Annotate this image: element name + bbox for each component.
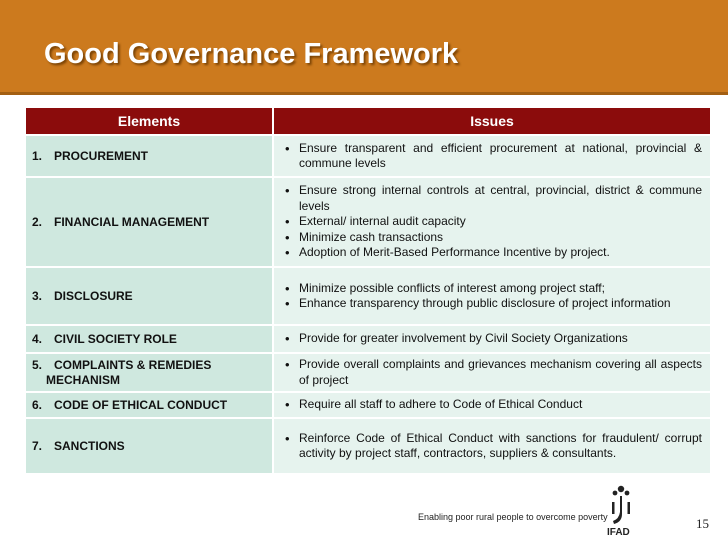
- element-number: 3.: [32, 288, 43, 303]
- header-elements: Elements: [25, 107, 273, 135]
- element-cell: [25, 267, 273, 325]
- element-number: 2.: [32, 214, 43, 229]
- table-header-row: [25, 107, 711, 135]
- issues-cell: [273, 177, 711, 267]
- issue-item: • Ensure strong internal controls at central, provincial, district & commune levels: [282, 183, 702, 214]
- issues-cell: [273, 267, 711, 325]
- footer-tagline: Enabling poor rural people to overcome poverty: [418, 512, 608, 522]
- element-number: 1.: [32, 148, 43, 163]
- issues-cell: [273, 353, 711, 392]
- title-divider: [0, 92, 728, 95]
- element-label-continued: MECHANISM: [46, 372, 120, 387]
- table-row: [25, 392, 711, 418]
- element-number: 4.: [32, 331, 43, 346]
- element-cell: [25, 353, 273, 392]
- issues-cell: [273, 392, 711, 418]
- page-number: 15: [696, 516, 709, 531]
- element-label: CIVIL SOCIETY ROLE: [54, 331, 177, 346]
- element-label: COMPLAINTS & REMEDIES: [54, 357, 212, 372]
- issue-item: • Reinforce Code of Ethical Conduct with sanctions for fraudulent/ corrupt activity by project staff, contractors, suppliers & consultants.: [282, 431, 702, 462]
- table-row: [25, 135, 711, 177]
- element-cell: [25, 418, 273, 474]
- element-number: 5.: [32, 357, 43, 372]
- element-label: PROCUREMENT: [54, 148, 149, 163]
- issue-item: • Minimize possible conflicts of interest among project staff;: [282, 281, 702, 297]
- element-label: FINANCIAL MANAGEMENT: [54, 214, 210, 229]
- slide-title: Good Governance Framework: [44, 38, 459, 70]
- issue-item: • Provide overall complaints and grievances mechanism covering all aspects of project: [282, 357, 702, 388]
- issue-item: • Minimize cash transactions: [282, 230, 702, 246]
- logo-text: IFAD: [607, 527, 630, 538]
- issue-item: • Require all staff to adhere to Code of Ethical Conduct: [282, 397, 702, 413]
- issue-item: • Ensure transparent and efficient procurement at national, provincial & commune levels: [282, 141, 702, 172]
- element-number: 6.: [32, 397, 43, 412]
- issue-item: • External/ internal audit capacity: [282, 214, 702, 230]
- element-cell: [25, 135, 273, 177]
- element-number: 7.: [32, 438, 43, 453]
- issues-cell: [273, 135, 711, 177]
- element-label: DISCLOSURE: [54, 288, 133, 303]
- issue-item: • Provide for greater involvement by Civil Society Organizations: [282, 331, 702, 347]
- element-cell: [25, 177, 273, 267]
- issue-item: • Enhance transparency through public disclosure of project information: [282, 296, 702, 312]
- issues-cell: [273, 325, 711, 353]
- element-cell: [25, 392, 273, 418]
- table-row: [25, 353, 711, 392]
- header-issues: Issues: [273, 107, 711, 135]
- element-cell: [25, 325, 273, 353]
- issue-item: • Adoption of Merit-Based Performance Incentive by project.: [282, 245, 702, 261]
- table-row: [25, 177, 711, 267]
- governance-table: [24, 106, 712, 475]
- table-row: [25, 325, 711, 353]
- table-row: [25, 267, 711, 325]
- table-row: [25, 418, 711, 474]
- element-label: SANCTIONS: [54, 438, 125, 453]
- issues-cell: [273, 418, 711, 474]
- element-label: CODE OF ETHICAL CONDUCT: [54, 397, 228, 412]
